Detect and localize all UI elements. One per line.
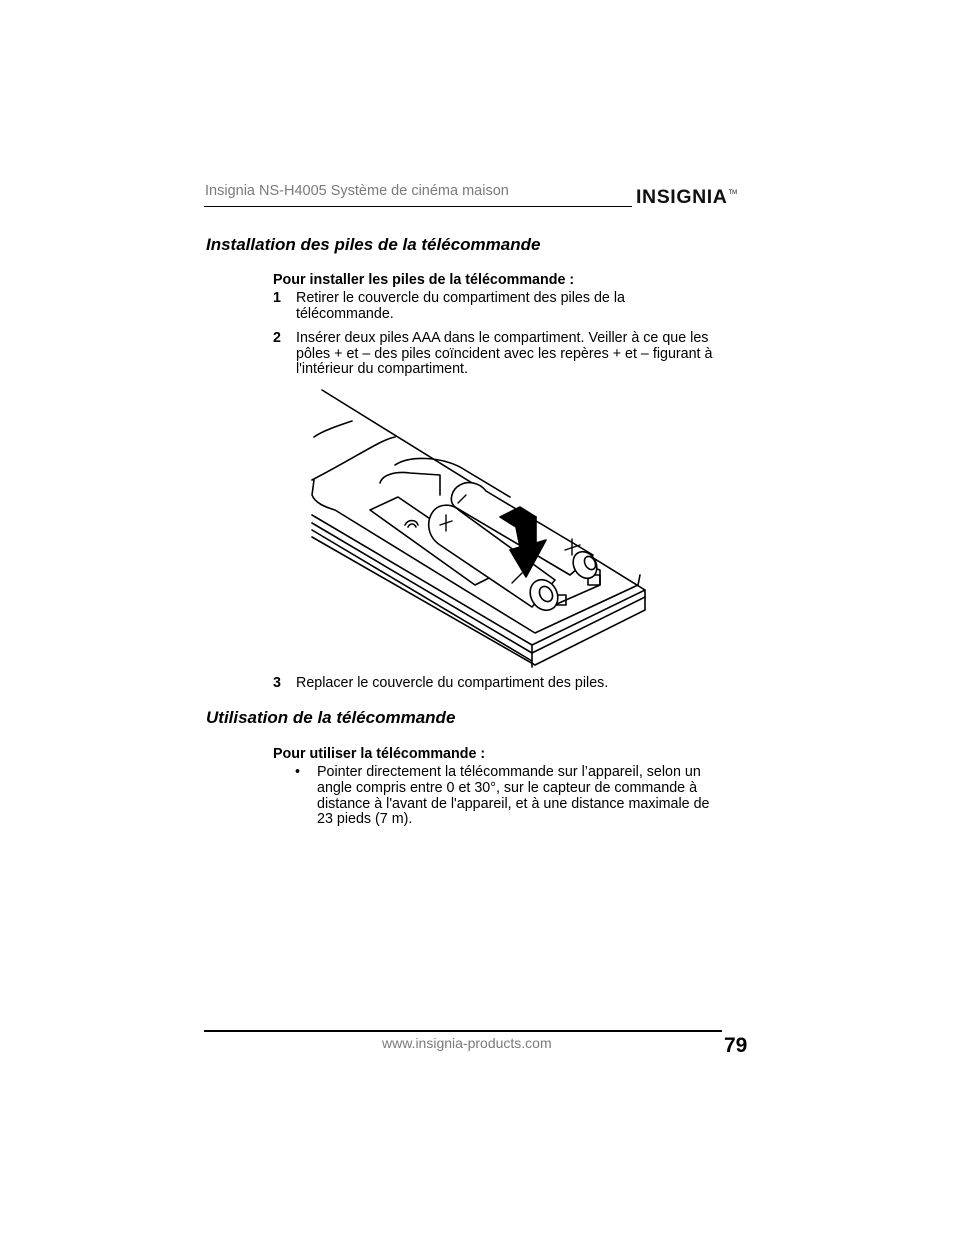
- step-line: Replacer le couvercle du compartiment des piles.: [296, 675, 609, 691]
- footer-rule: [204, 1030, 722, 1032]
- step-line: Insérer deux piles AAA dans le compartiment. Veiller à ce que les: [296, 330, 709, 346]
- step-2: [273, 331, 753, 379]
- footer-url: www.insignia-products.com: [382, 1035, 552, 1051]
- bullet-text: [317, 765, 710, 828]
- running-header: Insignia NS-H4005 Système de cinéma maison: [205, 183, 509, 199]
- section-title-battery-install: Installation des piles de la télécommande: [206, 235, 541, 254]
- step-number: 3: [273, 675, 281, 691]
- step-line: télécommande.: [296, 305, 394, 322]
- bullet-line: 23 pieds (7 m).: [317, 811, 413, 828]
- bullet-line: angle compris entre 0 et 30°, sur le capteur de commande à: [317, 779, 698, 796]
- step-3: [273, 676, 753, 692]
- bullet-item: [295, 765, 755, 829]
- logo-text: INSIGNIA: [636, 186, 728, 208]
- step-number: 2: [273, 330, 281, 346]
- step-line: Retirer le couvercle du compartiment des piles de la: [296, 290, 625, 306]
- page-number: 79: [724, 1034, 748, 1057]
- remote-battery-illustration: [300, 385, 652, 670]
- procedure-title-use: Pour utiliser la télécommande :: [273, 746, 486, 762]
- step-text: [296, 676, 608, 692]
- step-text: [296, 331, 712, 378]
- logo-trademark: TM: [728, 190, 738, 196]
- section-title-remote-use: Utilisation de la télécommande: [206, 708, 456, 727]
- step-text: [296, 291, 625, 322]
- bullet-line: Pointer directement la télécommande sur l’appareil, selon un: [317, 764, 701, 780]
- header-rule: [204, 206, 632, 207]
- step-1: [273, 291, 753, 323]
- step-line: pôles + et – des piles coïncident avec les repères + et – figurant à: [296, 345, 713, 362]
- step-line: l'intérieur du compartiment.: [296, 361, 468, 378]
- bullet-line: distance à l'avant de l'appareil, et à une distance maximale de: [317, 795, 710, 812]
- step-number: 1: [273, 290, 281, 306]
- bullet-symbol: •: [295, 764, 301, 780]
- procedure-title-install: Pour installer les piles de la télécommande :: [273, 272, 575, 288]
- insignia-logo: [636, 186, 737, 209]
